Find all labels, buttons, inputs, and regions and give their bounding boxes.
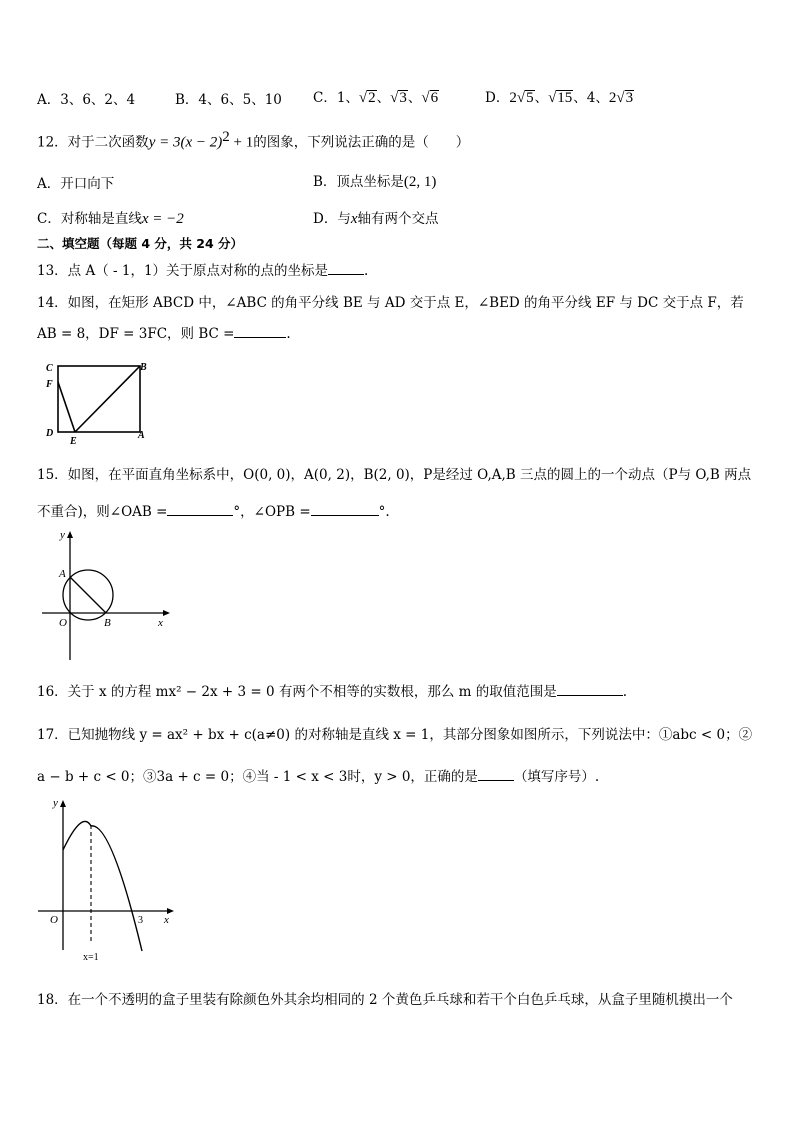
q17-label-axis: x=1: [83, 952, 99, 963]
q14-label-b: B: [140, 362, 147, 373]
q15-label-x: x: [158, 617, 163, 629]
q12-option-a: A．开口向下: [37, 176, 115, 192]
q16-text: 16．关于 x 的方程 mx² − 2x + 3 = 0 有两个不相等的实数根，那么 m 的取值范围是 .: [37, 684, 628, 700]
q12-option-d: D．与x轴有两个交点: [313, 211, 439, 227]
q17-label-3: 3: [138, 915, 143, 926]
q17-blank[interactable]: [478, 768, 514, 781]
q15-label-a: A: [59, 568, 66, 580]
q15-label-o: O: [59, 617, 67, 629]
q12-option-c: C．对称轴是直线x = −2: [37, 211, 184, 227]
q14-label-f: F: [46, 379, 53, 390]
q18-text: 18．在一个不透明的盒子里装有除颜色外其余均相同的 2 个黄色乒乓球和若干个白色乒乓球，从盒子里随机摸出一个: [37, 992, 733, 1008]
q14-line1: 14．如图，在矩形 ABCD 中，∠ABC 的角平分线 BE 与 AD 交于点 E，∠BED 的角平分线 EF 与 DC 交于点 F，若: [37, 295, 744, 311]
q15-blank-opb[interactable]: [311, 503, 379, 516]
q11-option-b: B．4、6、5、10: [175, 92, 282, 108]
q12-option-b: B．顶点坐标是(2, 1): [313, 174, 437, 190]
q16-blank[interactable]: [557, 683, 623, 696]
q17-parabola: [63, 821, 142, 951]
q17-label-x: x: [164, 914, 169, 926]
q14-line2: AB = 8，DF = 3FC，则 BC = .: [37, 326, 291, 342]
q14-blank[interactable]: [234, 325, 286, 338]
q15-blank-oab[interactable]: [167, 503, 233, 516]
q17-label-o: O: [50, 914, 58, 926]
q13-blank[interactable]: [328, 262, 364, 275]
q13-text: 13．点 A（ - 1，1）关于原点对称的点的坐标是 .: [37, 263, 369, 279]
q14-label-d: D: [46, 428, 54, 439]
q15-line1: 15．如图，在平面直角坐标系中，O(0, 0)，A(0, 2)，B(2, 0)，P是经过 O,A,B 三点的圆上的一个动点（P与 O,B 两点: [37, 467, 752, 483]
q15-figure: [40, 525, 180, 665]
q11-option-a: A．3、6、2、4: [37, 92, 136, 108]
q17-line1: 17．已知抛物线 y = ax² + bx + c(a≠0) 的对称轴是直线 x = 1，其部分图象如图所示，下列说法中：①abc < 0；②: [37, 727, 753, 743]
q11-option-c: C．1、√2、√3、√6: [313, 90, 439, 106]
q17-figure: [36, 792, 186, 967]
q14-figure: [40, 358, 160, 448]
q17-line2: a − b + c < 0；③3a + c = 0；④当 - 1 < x < 3时，y > 0，正确的是 （填写序号）.: [37, 769, 600, 785]
q15-label-b: B: [104, 617, 111, 629]
q14-label-a: A: [138, 430, 145, 441]
q15-line2: 不重合)，则∠OAB = °，∠OPB = °.: [37, 504, 390, 520]
q14-label-c: C: [46, 363, 53, 374]
q11-option-d: D．2√5、√15、4、2√3: [485, 90, 634, 106]
section-heading-fill-in: 二、填空题（每题 4 分，共 24 分）: [37, 236, 244, 251]
q15-label-y: y: [60, 529, 65, 541]
q12-stem: 12．对于二次函数$y = 3(x - 2)^2 + 1$的图象，下列说法正确的是（ ）: [37, 129, 470, 151]
q17-label-y: y: [53, 797, 58, 809]
q14-label-e: E: [70, 436, 77, 447]
